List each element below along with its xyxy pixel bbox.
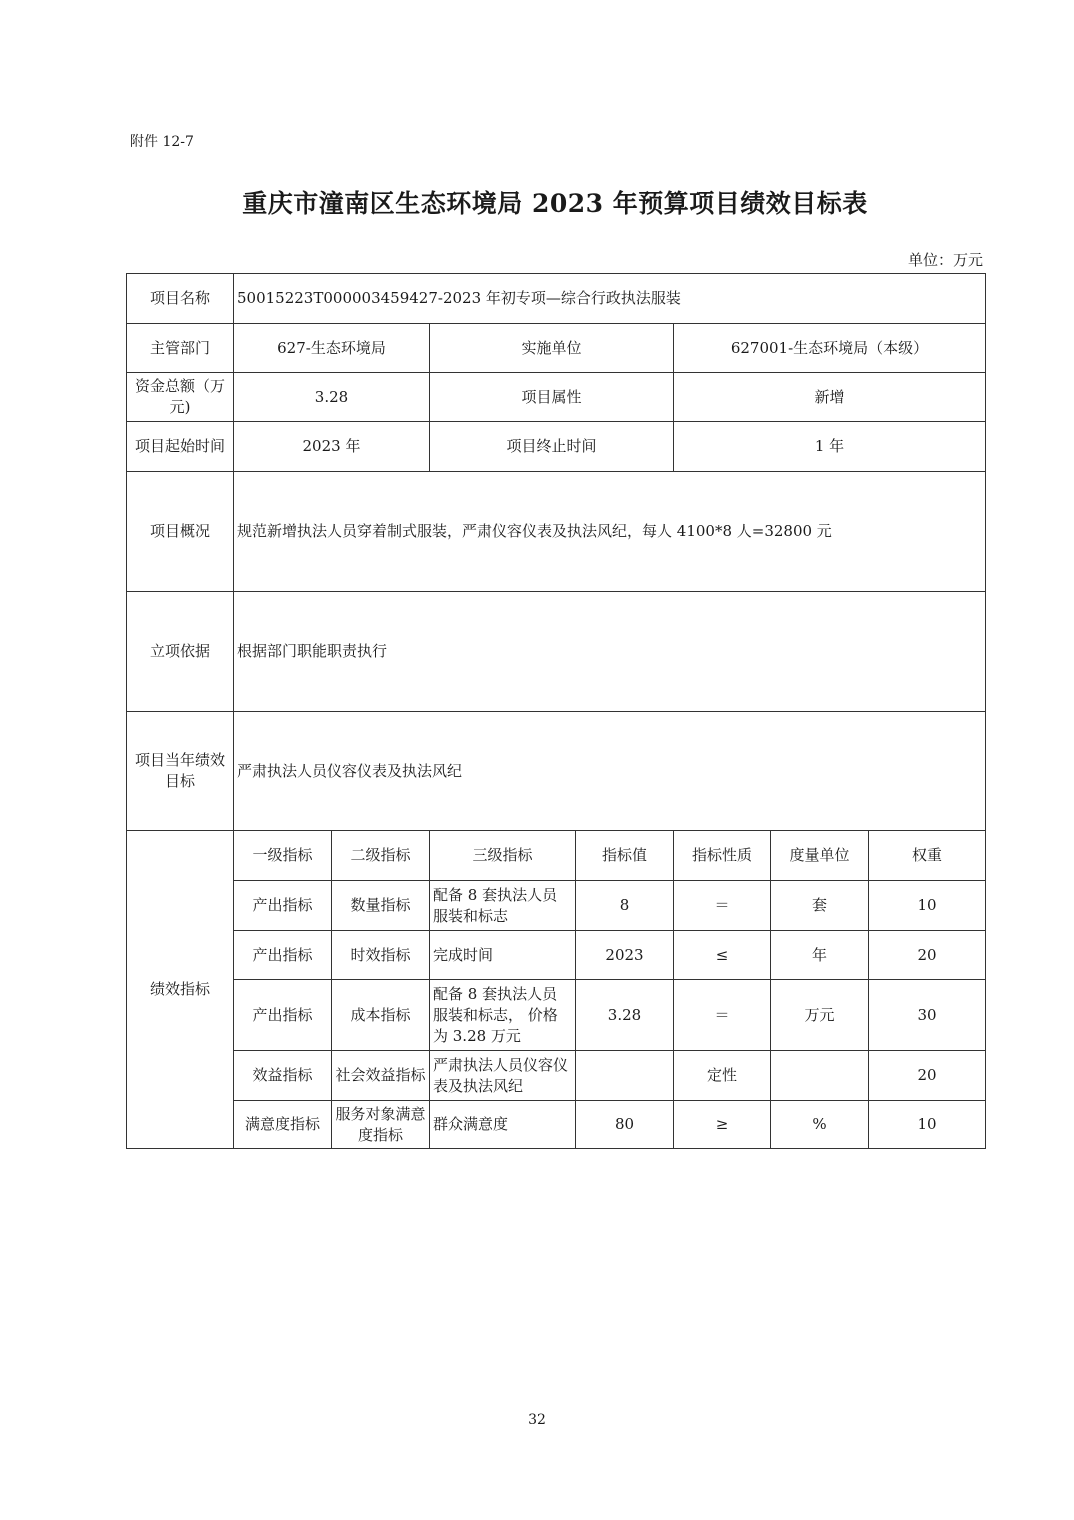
goal-label: 项目当年绩效目标 bbox=[127, 712, 234, 831]
start-label: 项目起始时间 bbox=[127, 422, 234, 472]
cell-level2: 成本指标 bbox=[332, 980, 430, 1051]
indicator-header-row bbox=[127, 831, 986, 881]
header-weight: 权重 bbox=[869, 831, 986, 881]
cell-level1: 产出指标 bbox=[234, 881, 332, 931]
row-project-name bbox=[127, 274, 986, 324]
row-basis bbox=[127, 592, 986, 712]
basis-value: 根据部门职能职责执行 bbox=[234, 592, 986, 712]
attr-label: 项目属性 bbox=[430, 373, 674, 422]
header-nature: 指标性质 bbox=[674, 831, 771, 881]
cell-value: 3.28 bbox=[576, 980, 674, 1051]
row-overview bbox=[127, 472, 986, 592]
cell-value: 2023 bbox=[576, 931, 674, 980]
cell-level3: 群众满意度 bbox=[430, 1101, 576, 1149]
cell-value bbox=[576, 1051, 674, 1101]
impl-label: 实施单位 bbox=[430, 324, 674, 373]
header-unit: 度量单位 bbox=[771, 831, 869, 881]
overview-label: 项目概况 bbox=[127, 472, 234, 592]
fund-label: 资金总额（万元) bbox=[127, 373, 234, 422]
cell-weight: 20 bbox=[869, 1051, 986, 1101]
impl-value: 627001-生态环境局（本级） bbox=[674, 324, 986, 373]
attachment-label: 附件 12-7 bbox=[130, 134, 194, 150]
cell-weight: 20 bbox=[869, 931, 986, 980]
page-title: 重庆市潼南区生态环境局 2023 年预算项目绩效目标表 bbox=[242, 189, 868, 218]
header-level2: 二级指标 bbox=[332, 831, 430, 881]
cell-level1: 产出指标 bbox=[234, 931, 332, 980]
cell-level2: 时效指标 bbox=[332, 931, 430, 980]
overview-value: 规范新增执法人员穿着制式服装，严肃仪容仪表及执法风纪，每人 4100*8 人=32800 元 bbox=[234, 472, 986, 592]
basis-label: 立项依据 bbox=[127, 592, 234, 712]
cell-nature: 定性 bbox=[674, 1051, 771, 1101]
cell-weight: 30 bbox=[869, 980, 986, 1051]
cell-unit bbox=[771, 1051, 869, 1101]
cell-level2: 服务对象满意度指标 bbox=[332, 1101, 430, 1149]
table-row bbox=[127, 1101, 986, 1149]
cell-level1: 满意度指标 bbox=[234, 1101, 332, 1149]
end-value: 1 年 bbox=[674, 422, 986, 472]
table-row bbox=[127, 1051, 986, 1101]
attr-value: 新增 bbox=[674, 373, 986, 422]
cell-nature: ≥ bbox=[674, 1101, 771, 1149]
cell-value: 8 bbox=[576, 881, 674, 931]
cell-nature: ≤ bbox=[674, 931, 771, 980]
project-name-label: 项目名称 bbox=[127, 274, 234, 324]
cell-unit: 万元 bbox=[771, 980, 869, 1051]
cell-weight: 10 bbox=[869, 1101, 986, 1149]
unit-label: 单位：万元 bbox=[907, 251, 983, 269]
table-row bbox=[127, 931, 986, 980]
cell-level3: 配备 8 套执法人员服装和标志 bbox=[430, 881, 576, 931]
cell-level3: 配备 8 套执法人员服装和标志， 价格为 3.28 万元 bbox=[430, 980, 576, 1051]
row-goal bbox=[127, 712, 986, 831]
cell-unit: 套 bbox=[771, 881, 869, 931]
goal-value: 严肃执法人员仪容仪表及执法风纪 bbox=[234, 712, 986, 831]
cell-level3: 严肃执法人员仪容仪表及执法风纪 bbox=[430, 1051, 576, 1101]
indicators-label: 绩效指标 bbox=[127, 831, 234, 1149]
dept-value: 627-生态环境局 bbox=[234, 324, 430, 373]
project-name-value: 50015223T000003459427-2023 年初专项—综合行政执法服装 bbox=[234, 274, 986, 324]
performance-table bbox=[126, 273, 986, 1149]
cell-unit: % bbox=[771, 1101, 869, 1149]
cell-level2: 社会效益指标 bbox=[332, 1051, 430, 1101]
cell-level3: 完成时间 bbox=[430, 931, 576, 980]
table-row bbox=[127, 980, 986, 1051]
row-department bbox=[127, 324, 986, 373]
row-period bbox=[127, 422, 986, 472]
cell-nature: ＝ bbox=[674, 881, 771, 931]
row-fund bbox=[127, 373, 986, 422]
header-level1: 一级指标 bbox=[234, 831, 332, 881]
cell-nature: ＝ bbox=[674, 980, 771, 1051]
header-level3: 三级指标 bbox=[430, 831, 576, 881]
cell-weight: 10 bbox=[869, 881, 986, 931]
dept-label: 主管部门 bbox=[127, 324, 234, 373]
start-value: 2023 年 bbox=[234, 422, 430, 472]
cell-unit: 年 bbox=[771, 931, 869, 980]
page-number: 32 bbox=[528, 1412, 546, 1428]
cell-level1: 效益指标 bbox=[234, 1051, 332, 1101]
cell-level2: 数量指标 bbox=[332, 881, 430, 931]
end-label: 项目终止时间 bbox=[430, 422, 674, 472]
table-row bbox=[127, 881, 986, 931]
cell-level1: 产出指标 bbox=[234, 980, 332, 1051]
fund-value: 3.28 bbox=[234, 373, 430, 422]
header-value: 指标值 bbox=[576, 831, 674, 881]
cell-value: 80 bbox=[576, 1101, 674, 1149]
